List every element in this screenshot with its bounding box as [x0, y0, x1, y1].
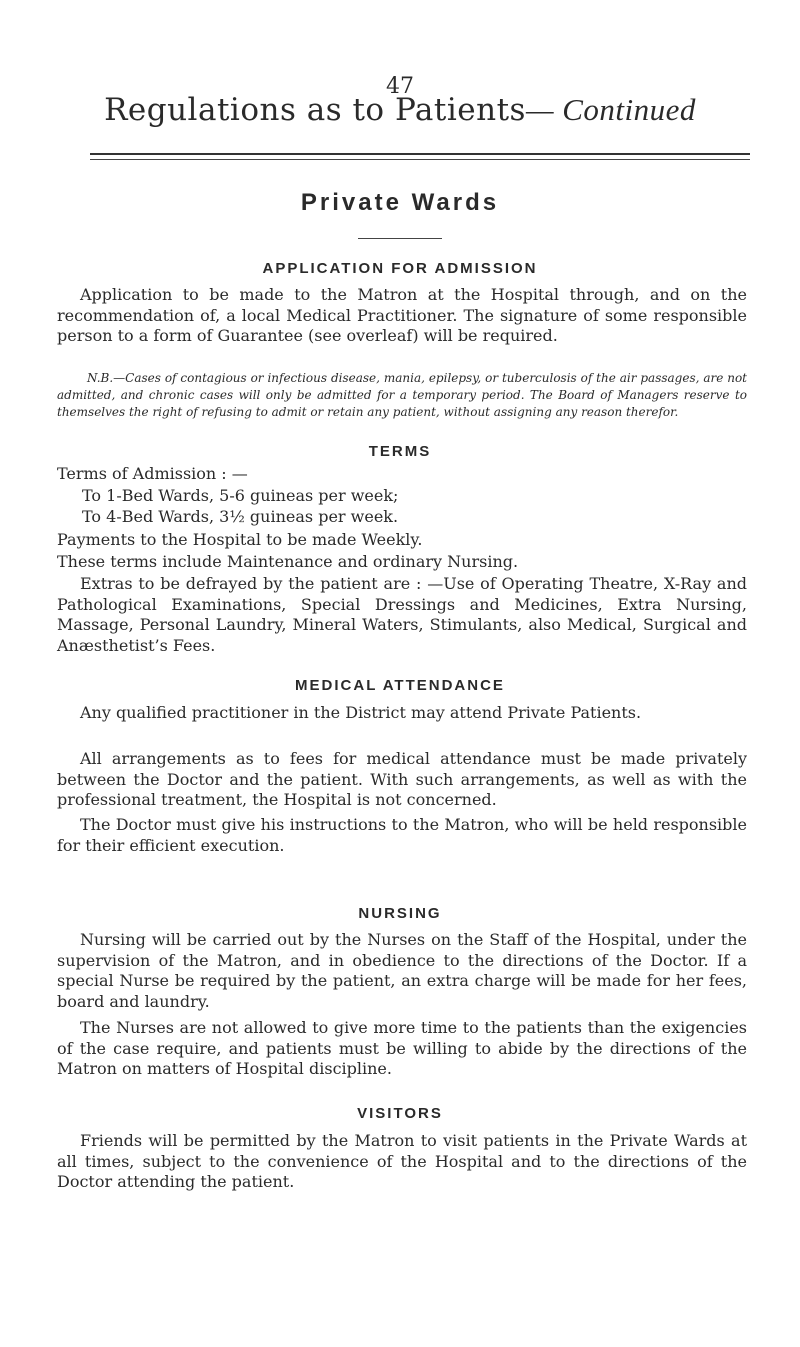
title-divider-top — [90, 153, 750, 155]
page-title-main: Regulations as to Patients — [104, 92, 526, 128]
terms-include: These terms include Maintenance and ordinary Nursing. — [57, 552, 519, 571]
section-divider — [358, 238, 442, 239]
terms-heading: TERMS — [368, 443, 432, 460]
nursing-paragraph-2: The Nurses are not allowed to give more time to the patients than the exigencies of the case require, and patients must be willing to abide by the directions of the Matron on matters of Hospital discipline. — [57, 1018, 747, 1078]
title-divider-bottom — [90, 159, 750, 160]
application-heading: APPLICATION FOR ADMISSION — [262, 260, 538, 277]
medical-paragraph-1: Any qualified practitioner in the District may attend Private Patients. — [80, 703, 642, 722]
terms-extras: Extras to be defrayed by the patient are : —Use of Operating Theatre, X-Ray and Pathological Examinations, Special Dressings and Medicines, Extra Nursing, Massage, Personal Laundry, Mineral Waters, Stimulants, also Medical, Surgical and Anæsthetist’s Fees. — [57, 574, 747, 655]
application-note: N.B.—Cases of contagious or infectious disease, mania, epilepsy, or tuberculosis of the air passages, are not admitted, and chronic cases will only be admitted for a temporary period. The Board of Managers reserve to themselves the right of refusing to admit or retain any patient, without assigning any reason therefor. — [57, 371, 747, 419]
terms-rate-1-bed: To 1-Bed Wards, 5-6 guineas per week; — [82, 486, 399, 505]
medical-paragraph-2: All arrangements as to fees for medical attendance must be made privately between the Doctor and the patient. With such arrangements, as well as with the professional treatment, the Hospital is not concerned. — [57, 749, 747, 809]
terms-intro: Terms of Admission : — — [57, 464, 248, 483]
nursing-heading: NURSING — [358, 905, 442, 922]
medical-heading: MEDICAL ATTENDANCE — [295, 677, 505, 694]
page-title — [0, 92, 800, 128]
terms-rate-4-bed: To 4-Bed Wards, 3½ guineas per week. — [82, 507, 399, 526]
terms-payments: Payments to the Hospital to be made Weekly. — [57, 530, 423, 549]
page-title-continued: — Continued — [525, 92, 696, 127]
visitors-paragraph: Friends will be permitted by the Matron to visit patients in the Private Wards at all times, subject to the convenience of the Hospital and to the directions of the Doctor attending the patient. — [57, 1131, 747, 1191]
page-number: 47 — [386, 74, 414, 99]
application-paragraph: Application to be made to the Matron at the Hospital through, and on the recommendation of, a local Medical Practitioner. The signature of some responsible person to a form of Guarantee (see overleaf) will be required. — [57, 285, 747, 345]
visitors-heading: VISITORS — [357, 1105, 443, 1122]
section-title: Private Wards — [300, 189, 500, 216]
medical-paragraph-3: The Doctor must give his instructions to the Matron, who will be held responsible for their efficient execution. — [57, 815, 747, 855]
nursing-paragraph-1: Nursing will be carried out by the Nurses on the Staff of the Hospital, under the supervision of the Matron, and in obedience to the directions of the Doctor. If a special Nurse be required by the patient, an extra charge will be made for her fees, board and laundry. — [57, 930, 747, 1011]
